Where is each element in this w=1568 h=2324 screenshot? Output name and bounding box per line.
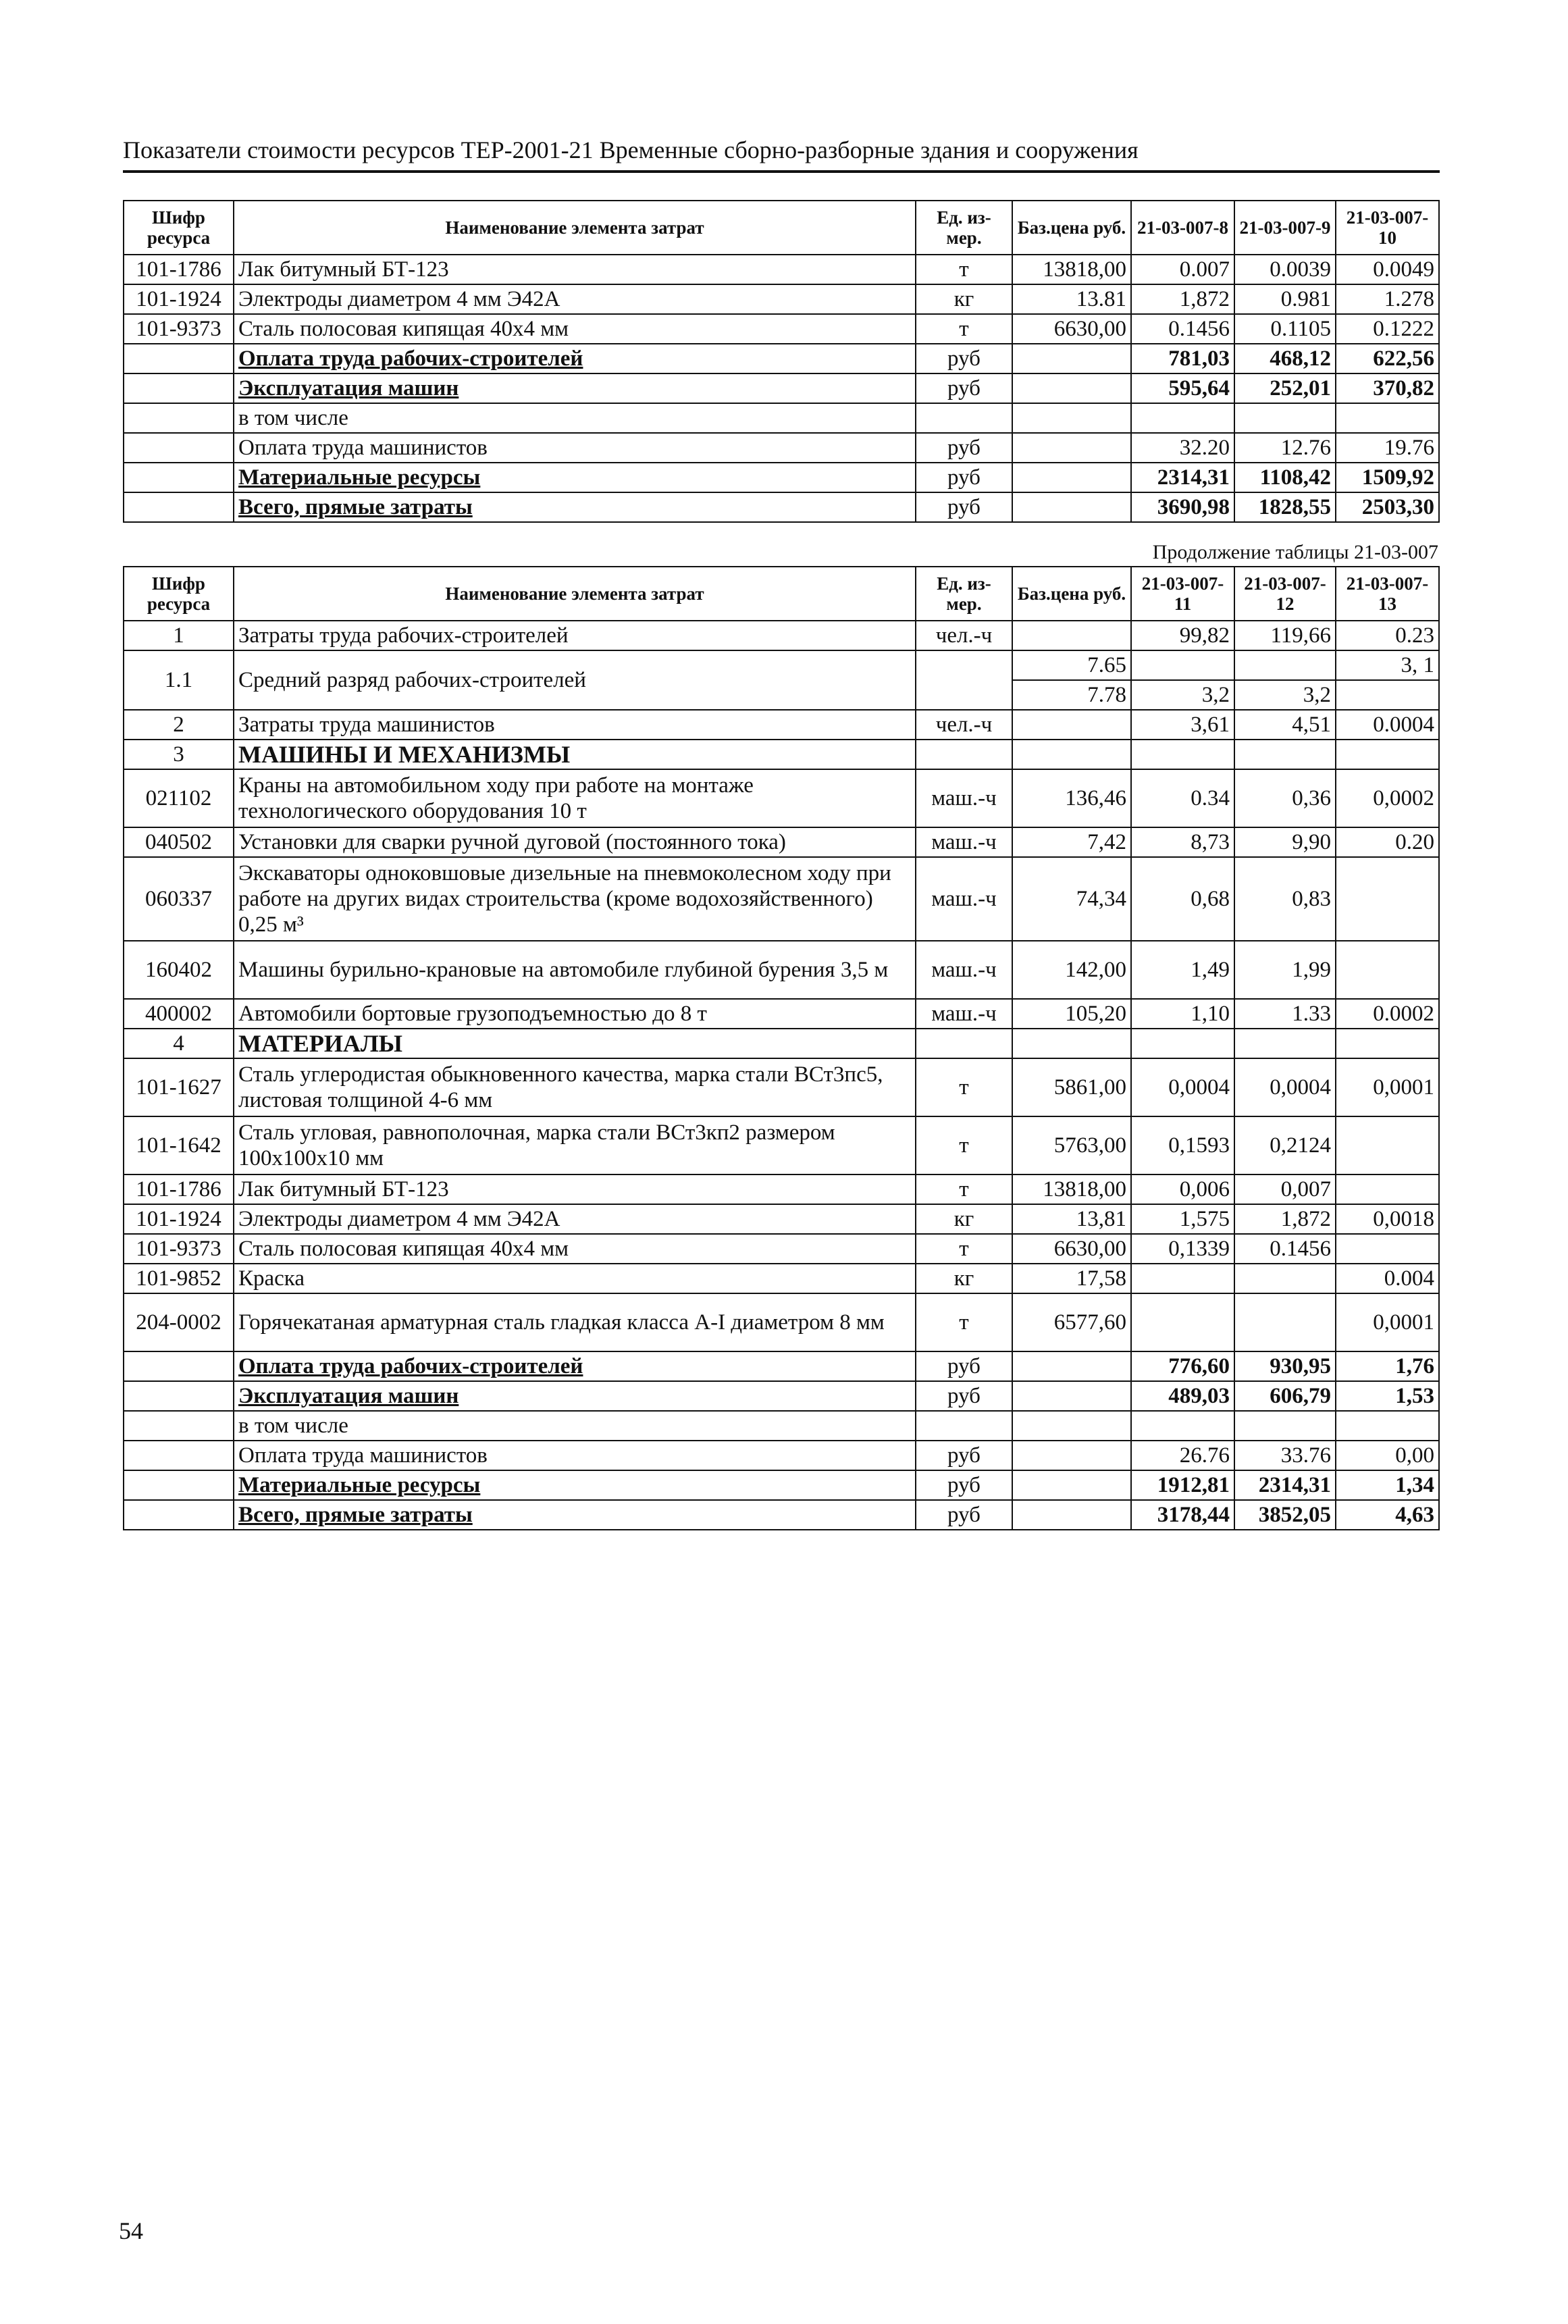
resource-code: 101-1786 (124, 1174, 234, 1204)
resource-name: Материальные ресурсы (234, 463, 916, 492)
page-number: 54 (119, 2217, 143, 2244)
header-base-price: Баз.цена руб. (1012, 567, 1131, 621)
value-cell: 0,0001 (1336, 1058, 1439, 1116)
table-row (124, 1381, 1439, 1411)
value-cell (1234, 1293, 1336, 1351)
resource-name: Машины бурильно-крановые на автомобиле глубиной бурения 3,5 м (234, 941, 916, 999)
table-row (124, 403, 1439, 433)
resource-code: 060337 (124, 857, 234, 941)
base-price: 142,00 (1012, 941, 1131, 999)
unit-cell: руб (916, 1470, 1012, 1500)
resource-name: Всего, прямые затраты (234, 492, 916, 522)
resource-name: Затраты труда рабочих-строителей (234, 621, 916, 650)
resource-code: 101-9373 (124, 314, 234, 344)
value-cell: 1,49 (1131, 941, 1234, 999)
resource-name: Автомобили бортовые грузоподъемностью до 8 т (234, 999, 916, 1029)
value-cell: 0,68 (1131, 857, 1234, 941)
value-cell (1234, 650, 1336, 680)
value-cell: 370,82 (1336, 373, 1439, 403)
table-row (124, 827, 1439, 857)
value-cell: 0.981 (1234, 284, 1336, 314)
resource-code (124, 1381, 234, 1411)
resource-name: Сталь углеродистая обыкновенного качества, марка стали ВСт3пс5, листовая толщиной 4-6 мм (234, 1058, 916, 1116)
base-price: 17,58 (1012, 1264, 1131, 1293)
base-price: 105,20 (1012, 999, 1131, 1029)
resource-name: Эксплуатация машин (234, 373, 916, 403)
resource-code: 101-9852 (124, 1264, 234, 1293)
value-cell (1336, 740, 1439, 769)
resource-code: 4 (124, 1029, 234, 1058)
base-price: 13818,00 (1012, 1174, 1131, 1204)
unit-cell: маш.-ч (916, 827, 1012, 857)
value-cell: 0.1456 (1234, 1234, 1336, 1264)
unit-cell: т (916, 1293, 1012, 1351)
table-row (124, 1500, 1439, 1530)
resource-name: Электроды диаметром 4 мм Э42А (234, 1204, 916, 1234)
value-cell: 8,73 (1131, 827, 1234, 857)
unit-cell: чел.-ч (916, 621, 1012, 650)
table-row (124, 1351, 1439, 1381)
value-cell: 0.004 (1336, 1264, 1439, 1293)
value-cell (1234, 1029, 1336, 1058)
value-cell: 0,0004 (1234, 1058, 1336, 1116)
value-cell: 3,2 (1234, 680, 1336, 710)
header-code: Шифр ресурса (124, 201, 234, 255)
resource-code (124, 433, 234, 463)
table-row (124, 284, 1439, 314)
resource-code: 101-1924 (124, 1204, 234, 1234)
unit-cell: кг (916, 1264, 1012, 1293)
resource-name: Экскаваторы одноковшовые дизельные на пневмоколесном ходу при работе на других видах строительства (кроме водохозяйственного) 0,25 м³ (234, 857, 916, 941)
value-cell (1234, 403, 1336, 433)
header-unit: Ед. из-мер. (916, 201, 1012, 255)
resource-code (124, 1500, 234, 1530)
header-rule (123, 170, 1440, 173)
value-cell (1336, 680, 1439, 710)
resource-name: Сталь полосовая кипящая 40х4 мм (234, 314, 916, 344)
unit-cell: т (916, 314, 1012, 344)
value-cell (1336, 403, 1439, 433)
unit-cell: маш.-ч (916, 857, 1012, 941)
base-price (1012, 1500, 1131, 1530)
value-cell: 1,10 (1131, 999, 1234, 1029)
base-price: 6630,00 (1012, 314, 1131, 344)
resource-name: Установки для сварки ручной дуговой (постоянного тока) (234, 827, 916, 857)
base-price (1012, 710, 1131, 740)
value-cell: 0.20 (1336, 827, 1439, 857)
table-row (124, 1174, 1439, 1204)
resource-code: 204-0002 (124, 1293, 234, 1351)
base-price (1012, 1470, 1131, 1500)
unit-cell (916, 1411, 1012, 1441)
value-cell: 1108,42 (1234, 463, 1336, 492)
table-row (124, 1411, 1439, 1441)
base-price (1012, 621, 1131, 650)
resource-code: 2 (124, 710, 234, 740)
table-row (124, 621, 1439, 650)
table-row (124, 1293, 1439, 1351)
value-cell: 0,2124 (1234, 1116, 1336, 1174)
value-cell: 0,83 (1234, 857, 1336, 941)
base-price: 6630,00 (1012, 1234, 1131, 1264)
value-cell: 119,66 (1234, 621, 1336, 650)
value-cell: 12.76 (1234, 433, 1336, 463)
value-cell: 3690,98 (1131, 492, 1234, 522)
value-cell (1234, 1411, 1336, 1441)
table-row (124, 1470, 1439, 1500)
resource-code (124, 1351, 234, 1381)
table-row (124, 373, 1439, 403)
header-col-code: 21-03-007-8 (1131, 201, 1234, 255)
value-cell (1131, 740, 1234, 769)
table-row (124, 769, 1439, 827)
value-cell: 2503,30 (1336, 492, 1439, 522)
table-row (124, 1234, 1439, 1264)
resource-code: 101-1627 (124, 1058, 234, 1116)
unit-cell (916, 1029, 1012, 1058)
resource-code (124, 1411, 234, 1441)
unit-cell: руб (916, 1381, 1012, 1411)
base-price (1012, 1411, 1131, 1441)
base-price (1012, 1029, 1131, 1058)
value-cell: 19.76 (1336, 433, 1439, 463)
value-cell: 1509,92 (1336, 463, 1439, 492)
value-cell (1336, 1116, 1439, 1174)
table-2-body (124, 621, 1439, 1530)
unit-cell: т (916, 1234, 1012, 1264)
unit-cell: руб (916, 1441, 1012, 1470)
resource-name: Оплата труда рабочих-строителей (234, 1351, 916, 1381)
value-cell: 622,56 (1336, 344, 1439, 373)
header-col-code: 21-03-007-11 (1131, 567, 1234, 621)
value-cell (1336, 1234, 1439, 1264)
table-row (124, 740, 1439, 769)
resource-table-2 (123, 566, 1440, 1530)
resource-code: 040502 (124, 827, 234, 857)
resource-code: 1.1 (124, 650, 234, 710)
value-cell: 776,60 (1131, 1351, 1234, 1381)
value-cell: 252,01 (1234, 373, 1336, 403)
resource-code (124, 1441, 234, 1470)
base-price (1012, 403, 1131, 433)
resource-name: Сталь угловая, равнополочная, марка стали ВСт3кп2 размером 100х100х10 мм (234, 1116, 916, 1174)
resource-code: 101-9373 (124, 1234, 234, 1264)
unit-cell: руб (916, 373, 1012, 403)
table-1-body (124, 255, 1439, 522)
unit-cell (916, 650, 1012, 710)
value-cell: 4,51 (1234, 710, 1336, 740)
table-row (124, 463, 1439, 492)
resource-code: 021102 (124, 769, 234, 827)
value-cell: 3,2 (1131, 680, 1234, 710)
unit-cell: маш.-ч (916, 999, 1012, 1029)
resource-name: Лак битумный БТ-123 (234, 1174, 916, 1204)
value-cell (1131, 403, 1234, 433)
value-cell: 2314,31 (1131, 463, 1234, 492)
value-cell: 2314,31 (1234, 1470, 1336, 1500)
base-price (1012, 1441, 1131, 1470)
value-cell: 0,1593 (1131, 1116, 1234, 1174)
base-price: 74,34 (1012, 857, 1131, 941)
unit-cell: руб (916, 1500, 1012, 1530)
table-row (124, 344, 1439, 373)
resource-code: 101-1642 (124, 1116, 234, 1174)
resource-code: 101-1924 (124, 284, 234, 314)
table-row (124, 941, 1439, 999)
resource-code: 400002 (124, 999, 234, 1029)
unit-cell: маш.-ч (916, 769, 1012, 827)
value-cell: 0.1456 (1131, 314, 1234, 344)
header-base-price: Баз.цена руб. (1012, 201, 1131, 255)
resource-name: Эксплуатация машин (234, 1381, 916, 1411)
base-price (1012, 740, 1131, 769)
value-cell: 0,36 (1234, 769, 1336, 827)
table-row (124, 710, 1439, 740)
unit-cell: руб (916, 463, 1012, 492)
table-row (124, 1058, 1439, 1116)
header-name: Наименование элемента затрат (234, 567, 916, 621)
unit-cell: руб (916, 344, 1012, 373)
value-cell: 32.20 (1131, 433, 1234, 463)
table-row (124, 255, 1439, 284)
resource-name: Краны на автомобильном ходу при работе на монтаже технологического оборудования 10 т (234, 769, 916, 827)
value-cell: 606,79 (1234, 1381, 1336, 1411)
base-price (1012, 373, 1131, 403)
value-cell: 0.23 (1336, 621, 1439, 650)
value-cell: 0,007 (1234, 1174, 1336, 1204)
section-title: МАТЕРИАЛЫ (234, 1029, 916, 1058)
value-cell: 930,95 (1234, 1351, 1336, 1381)
unit-cell: кг (916, 284, 1012, 314)
unit-cell (916, 403, 1012, 433)
running-title: Показатели стоимости ресурсов ТЕР-2001-21 Временные сборно-разборные здания и сооружения (123, 136, 1139, 163)
value-cell (1336, 1174, 1439, 1204)
table-row (124, 1029, 1439, 1058)
value-cell: 1,34 (1336, 1470, 1439, 1500)
continuation-note: Продолжение таблицы 21-03-007 (1152, 541, 1438, 563)
value-cell: 0,00 (1336, 1441, 1439, 1470)
base-price: 7.65 (1012, 650, 1131, 680)
value-cell: 1,99 (1234, 941, 1336, 999)
value-cell: 1912,81 (1131, 1470, 1234, 1500)
value-cell: 595,64 (1131, 373, 1234, 403)
resource-table-1 (123, 200, 1440, 523)
unit-cell: т (916, 255, 1012, 284)
base-price: 7.78 (1012, 680, 1131, 710)
value-cell (1336, 1029, 1439, 1058)
table-row (124, 857, 1439, 941)
base-price: 13.81 (1012, 284, 1131, 314)
resource-code (124, 344, 234, 373)
base-price (1012, 463, 1131, 492)
header-col-code: 21-03-007-9 (1234, 201, 1336, 255)
base-price: 136,46 (1012, 769, 1131, 827)
resource-name: Средний разряд рабочих-строителей (234, 650, 916, 710)
value-cell: 489,03 (1131, 1381, 1234, 1411)
value-cell: 0,0018 (1336, 1204, 1439, 1234)
unit-cell: т (916, 1174, 1012, 1204)
header-col-code: 21-03-007-10 (1336, 201, 1439, 255)
value-cell: 1,575 (1131, 1204, 1234, 1234)
unit-cell: маш.-ч (916, 941, 1012, 999)
resource-name: Всего, прямые затраты (234, 1500, 916, 1530)
base-price (1012, 344, 1131, 373)
value-cell (1131, 1411, 1234, 1441)
resource-name: в том числе (234, 403, 916, 433)
resource-code: 3 (124, 740, 234, 769)
base-price (1012, 492, 1131, 522)
resource-name: Оплата труда машинистов (234, 433, 916, 463)
value-cell: 0,1339 (1131, 1234, 1234, 1264)
header-col-code: 21-03-007-12 (1234, 567, 1336, 621)
value-cell: 0,006 (1131, 1174, 1234, 1204)
value-cell: 1.278 (1336, 284, 1439, 314)
value-cell (1131, 1264, 1234, 1293)
resource-code (124, 463, 234, 492)
section-title: МАШИНЫ И МЕХАНИЗМЫ (234, 740, 916, 769)
value-cell: 0.1105 (1234, 314, 1336, 344)
table-row (124, 433, 1439, 463)
resource-code: 160402 (124, 941, 234, 999)
header-col-code: 21-03-007-13 (1336, 567, 1439, 621)
resource-name: Горячекатаная арматурная сталь гладкая класса А-I диаметром 8 мм (234, 1293, 916, 1351)
value-cell (1131, 1029, 1234, 1058)
base-price: 5763,00 (1012, 1116, 1131, 1174)
value-cell: 99,82 (1131, 621, 1234, 650)
header-unit: Ед. из-мер. (916, 567, 1012, 621)
table-row (124, 650, 1439, 680)
unit-cell (916, 740, 1012, 769)
value-cell: 3, 1 (1336, 650, 1439, 680)
value-cell: 26.76 (1131, 1441, 1234, 1470)
resource-code (124, 373, 234, 403)
value-cell: 1,76 (1336, 1351, 1439, 1381)
table-row (124, 1116, 1439, 1174)
table-row (124, 999, 1439, 1029)
base-price: 13818,00 (1012, 255, 1131, 284)
value-cell: 0.0039 (1234, 255, 1336, 284)
value-cell: 3,61 (1131, 710, 1234, 740)
header-code: Шифр ресурса (124, 567, 234, 621)
unit-cell: руб (916, 492, 1012, 522)
unit-cell: чел.-ч (916, 710, 1012, 740)
unit-cell: руб (916, 1351, 1012, 1381)
base-price: 7,42 (1012, 827, 1131, 857)
table-row (124, 314, 1439, 344)
base-price (1012, 433, 1131, 463)
unit-cell: т (916, 1058, 1012, 1116)
value-cell: 3178,44 (1131, 1500, 1234, 1530)
value-cell: 1,53 (1336, 1381, 1439, 1411)
value-cell: 4,63 (1336, 1500, 1439, 1530)
resource-name: Электроды диаметром 4 мм Э42А (234, 284, 916, 314)
value-cell: 1828,55 (1234, 492, 1336, 522)
value-cell: 1,872 (1234, 1204, 1336, 1234)
base-price: 6577,60 (1012, 1293, 1131, 1351)
base-price (1012, 1381, 1131, 1411)
resource-name: Оплата труда рабочих-строителей (234, 344, 916, 373)
value-cell: 33.76 (1234, 1441, 1336, 1470)
resource-name: Краска (234, 1264, 916, 1293)
value-cell: 0.0049 (1336, 255, 1439, 284)
value-cell: 0.0002 (1336, 999, 1439, 1029)
value-cell: 0.34 (1131, 769, 1234, 827)
base-price: 13,81 (1012, 1204, 1131, 1234)
resource-name: Оплата труда машинистов (234, 1441, 916, 1470)
value-cell (1131, 650, 1234, 680)
unit-cell: руб (916, 433, 1012, 463)
base-price (1012, 1351, 1131, 1381)
value-cell (1336, 857, 1439, 941)
value-cell: 1,872 (1131, 284, 1234, 314)
value-cell: 1.33 (1234, 999, 1336, 1029)
value-cell: 468,12 (1234, 344, 1336, 373)
value-cell: 0,0002 (1336, 769, 1439, 827)
table-row (124, 1204, 1439, 1234)
resource-code (124, 492, 234, 522)
value-cell: 0.0004 (1336, 710, 1439, 740)
resource-name: Лак битумный БТ-123 (234, 255, 916, 284)
value-cell: 3852,05 (1234, 1500, 1336, 1530)
resource-name: Сталь полосовая кипящая 40х4 мм (234, 1234, 916, 1264)
resource-name: в том числе (234, 1411, 916, 1441)
resource-code: 101-1786 (124, 255, 234, 284)
base-price: 5861,00 (1012, 1058, 1131, 1116)
value-cell (1234, 1264, 1336, 1293)
table-row (124, 1264, 1439, 1293)
value-cell (1336, 941, 1439, 999)
value-cell: 781,03 (1131, 344, 1234, 373)
value-cell: 0,0001 (1336, 1293, 1439, 1351)
resource-name: Материальные ресурсы (234, 1470, 916, 1500)
value-cell (1131, 1293, 1234, 1351)
resource-code (124, 403, 234, 433)
value-cell: 0,0004 (1131, 1058, 1234, 1116)
value-cell: 9,90 (1234, 827, 1336, 857)
value-cell (1336, 1411, 1439, 1441)
resource-name: Затраты труда машинистов (234, 710, 916, 740)
header-name: Наименование элемента затрат (234, 201, 916, 255)
value-cell (1234, 740, 1336, 769)
resource-code (124, 1470, 234, 1500)
unit-cell: т (916, 1116, 1012, 1174)
resource-code: 1 (124, 621, 234, 650)
unit-cell: кг (916, 1204, 1012, 1234)
value-cell: 0.1222 (1336, 314, 1439, 344)
table-row (124, 492, 1439, 522)
table-row (124, 1441, 1439, 1470)
value-cell: 0.007 (1131, 255, 1234, 284)
